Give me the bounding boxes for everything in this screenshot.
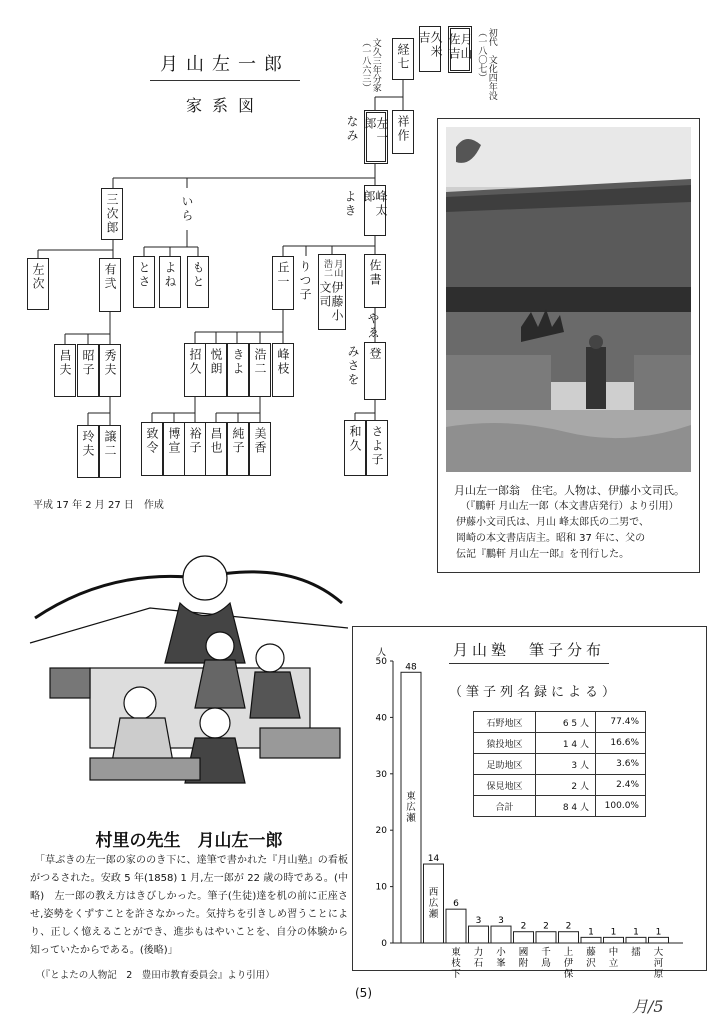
person-ito-koumonji bbox=[318, 254, 346, 330]
bar-value: 3 bbox=[498, 916, 504, 927]
category-label: 大 bbox=[653, 947, 664, 958]
table-cell: 100.0% bbox=[596, 796, 646, 817]
page-number: (5) bbox=[355, 986, 372, 1000]
person-sayoko: さよ子 bbox=[366, 420, 388, 476]
person-koji: 浩二 bbox=[249, 343, 271, 397]
category-label: 中 bbox=[608, 947, 619, 958]
person-noboru: 登 bbox=[364, 342, 386, 400]
bar-12 bbox=[649, 937, 669, 943]
person-mika: 美香 bbox=[249, 422, 271, 476]
category-label: 峯 bbox=[496, 958, 506, 969]
table-cell: 2.4% bbox=[596, 775, 646, 796]
bar-value: 48 bbox=[405, 662, 417, 673]
person-founder: 月山佐吉 bbox=[448, 26, 472, 73]
category-label: 河 bbox=[653, 958, 664, 969]
classroom-illustration bbox=[30, 548, 348, 786]
category-label: 東 bbox=[451, 947, 461, 958]
table-cell: 2 人 bbox=[536, 775, 596, 796]
category-label: 瀬 bbox=[428, 909, 439, 921]
table-row bbox=[474, 754, 646, 775]
category-label: 下 bbox=[451, 969, 461, 980]
person-tosa: とさ bbox=[133, 256, 155, 308]
person-masaya: 昌也 bbox=[205, 422, 227, 476]
category-label: 國 bbox=[518, 947, 529, 958]
person-akiko: 昭子 bbox=[77, 344, 99, 397]
person-minejiro: 峰太郎 bbox=[364, 185, 386, 236]
category-label: 附 bbox=[518, 958, 529, 969]
person-sanjiro: 三次郎 bbox=[101, 188, 123, 240]
y-tick-label: 40 bbox=[375, 713, 387, 724]
category-label: 沢 bbox=[586, 958, 596, 969]
table-row bbox=[474, 775, 646, 796]
chart-subtitle: （筆子列名録による） bbox=[449, 685, 620, 700]
person-hideo: 秀夫 bbox=[99, 344, 121, 397]
category-label: 力 bbox=[473, 947, 484, 958]
y-tick-label: 0 bbox=[381, 939, 387, 949]
person-keishichi: 経七 bbox=[392, 38, 414, 80]
person-sahichi: 祥作 bbox=[392, 110, 414, 154]
category-label: 千 bbox=[541, 947, 551, 958]
y-axis-label: 人 bbox=[377, 648, 387, 658]
photo-caption-5: 伝記『鵬軒 月山左一郎』を刊行した。 bbox=[456, 549, 630, 560]
person-aritake: 有弐 bbox=[99, 258, 121, 312]
photo-panel bbox=[437, 118, 700, 573]
table-row bbox=[474, 712, 646, 733]
y-tick-label: 30 bbox=[375, 769, 387, 780]
table-cell: 保見地区 bbox=[474, 775, 536, 796]
sensei-body bbox=[30, 852, 348, 960]
chart-title: 月山塾 筆子分布 bbox=[449, 639, 609, 664]
distribution-table bbox=[473, 711, 646, 817]
tree-title-name: 月山左一郎 bbox=[150, 50, 300, 81]
category-label: 枝 bbox=[451, 958, 461, 969]
person-sakichi3: 佐書 bbox=[364, 254, 386, 308]
bar-value: 6 bbox=[453, 899, 459, 910]
person-ritsuko: りつ子 bbox=[298, 260, 312, 302]
category-label: 東 bbox=[406, 791, 416, 803]
category-label: 原 bbox=[653, 969, 664, 980]
table-cell: 石野地区 bbox=[474, 712, 536, 733]
tree-created-date: 平成 17 年 2 月 27 日 作成 bbox=[33, 500, 164, 511]
table-cell: 77.4% bbox=[596, 712, 646, 733]
person-joji: 譲二 bbox=[99, 425, 121, 478]
keishichi-note: 文久三年分家（一八六三） bbox=[360, 38, 381, 92]
category-label: 小 bbox=[496, 947, 506, 958]
sensei-source: （『とよたの人物記 2 豊田市教育委員会』より引用） bbox=[36, 970, 275, 981]
sensei-body-text: 「草ぶきの左一郎の家ののき下に、達筆で書かれた『月山塾』の看板がつるされた。安政 5 年(1858) 1 月,左一郎が 22 歳の時である。(中略) 左一郎の教え方はきびしかった。筆子(生徒)達を机の前に正座させ,姿勢をくずすことを許さなかった。気持ちを引きしめ習うことにより、正しく憶えることができ、進歩もはやいことを、自分の体験から知っていたからである。(後略)」 bbox=[30, 855, 348, 956]
handwritten-mark: 月/5 bbox=[632, 997, 664, 1016]
table-cell: 8 4 人 bbox=[536, 796, 596, 817]
bar-value: 3 bbox=[475, 916, 482, 927]
category-label: 石 bbox=[473, 958, 484, 969]
person-kumekichi: 久米吉 bbox=[419, 26, 441, 72]
bar-value: 2 bbox=[565, 921, 572, 932]
category-label: 鳥 bbox=[541, 958, 551, 969]
ito-name: 伊藤小文司 bbox=[318, 281, 344, 324]
person-kazuhisa: 和久 bbox=[344, 420, 366, 476]
person-misae: みさを bbox=[346, 345, 360, 387]
category-label: 瀬 bbox=[406, 813, 416, 825]
sensei-title: 村里の先生 月山左一郎 bbox=[95, 831, 283, 851]
y-tick-label: 50 bbox=[375, 657, 387, 667]
category-label: 立 bbox=[608, 958, 619, 969]
table-row bbox=[474, 796, 646, 817]
table-cell: 6 5 人 bbox=[536, 712, 596, 733]
person-sakichi2: 左次 bbox=[27, 258, 49, 310]
person-yoki: よき bbox=[343, 190, 357, 218]
bar-8 bbox=[559, 932, 579, 943]
table-cell: 3.6% bbox=[596, 754, 646, 775]
person-masao: 昌夫 bbox=[54, 344, 76, 397]
category-label: 上 bbox=[563, 947, 574, 958]
table-cell: 16.6% bbox=[596, 733, 646, 754]
bar-9 bbox=[581, 937, 601, 943]
person-hironobu: 博宣 bbox=[163, 422, 185, 476]
person-hoshie: 峰枝 bbox=[272, 343, 294, 397]
bar-11 bbox=[626, 937, 646, 943]
photo-caption-1: 月山左一郎翁 住宅。人物は、伊藤小文司氏。 bbox=[454, 484, 685, 497]
photo-caption-4: 岡崎の本文書店店主。昭和 37 年に、父の bbox=[456, 533, 646, 544]
bar-5 bbox=[491, 926, 511, 943]
bar-value: 2 bbox=[543, 921, 549, 932]
bar-4 bbox=[469, 926, 489, 943]
category-label: 広 bbox=[428, 898, 439, 910]
person-junko: 純子 bbox=[227, 422, 249, 476]
person-yae: やゑ bbox=[366, 312, 380, 340]
table-cell: 3 人 bbox=[536, 754, 596, 775]
photo-caption-3: 伊藤小文司氏は、月山 峰太郎氏の二男で、 bbox=[456, 517, 649, 528]
person-kiyo: きよ bbox=[227, 343, 249, 397]
ito-note: 月山浩二 bbox=[322, 259, 343, 277]
bar-value: 1 bbox=[588, 927, 594, 938]
founder-note: 初代 文化四年没（一八〇七） bbox=[476, 28, 497, 100]
bar-10 bbox=[604, 937, 624, 943]
bar-3 bbox=[446, 909, 466, 943]
person-shirei: 致令 bbox=[141, 422, 163, 476]
photo-caption bbox=[444, 483, 695, 563]
bar-value: 1 bbox=[633, 927, 639, 938]
table-row bbox=[474, 733, 646, 754]
table-cell: 猿投地区 bbox=[474, 733, 536, 754]
category-label: 広 bbox=[406, 802, 416, 814]
bar-value: 1 bbox=[655, 927, 662, 938]
bar-value: 2 bbox=[520, 921, 527, 932]
bar-value: 1 bbox=[610, 927, 617, 938]
person-ira: いら bbox=[180, 195, 194, 223]
y-tick-label: 20 bbox=[375, 826, 387, 837]
category-label: 擂 bbox=[631, 947, 641, 958]
house-photo bbox=[446, 127, 691, 472]
person-yuko: 裕子 bbox=[184, 422, 206, 476]
y-tick-label: 10 bbox=[375, 882, 387, 893]
bar-7 bbox=[536, 932, 556, 943]
classroom-drawing bbox=[30, 548, 348, 786]
table-cell: 合計 bbox=[474, 796, 536, 817]
category-label: 西 bbox=[428, 887, 439, 899]
person-saichiro: 左一郎 bbox=[364, 110, 388, 164]
table-cell: 1 4 人 bbox=[536, 733, 596, 754]
person-moto: もと bbox=[187, 256, 209, 308]
person-yone: よね bbox=[159, 256, 181, 308]
table-cell: 足助地区 bbox=[474, 754, 536, 775]
person-yoshiro: 悦朗 bbox=[205, 343, 227, 397]
person-reio: 玲夫 bbox=[77, 425, 99, 478]
category-label: 保 bbox=[563, 969, 574, 980]
house-photo-image bbox=[446, 127, 691, 472]
photo-caption-2: （『鵬軒 月山左一郎（本文書店発行）より引用） bbox=[460, 501, 679, 512]
bar-6 bbox=[514, 932, 534, 943]
chart-panel bbox=[352, 626, 707, 980]
person-sachi: 丘一 bbox=[272, 256, 294, 310]
category-label: 伊 bbox=[563, 958, 574, 969]
tree-title-sub: 家系図 bbox=[185, 96, 264, 115]
bar-value: 14 bbox=[427, 854, 440, 865]
person-nami: なみ bbox=[345, 115, 359, 143]
category-label: 藤 bbox=[586, 947, 596, 958]
person-shokyu: 招久 bbox=[184, 343, 206, 397]
